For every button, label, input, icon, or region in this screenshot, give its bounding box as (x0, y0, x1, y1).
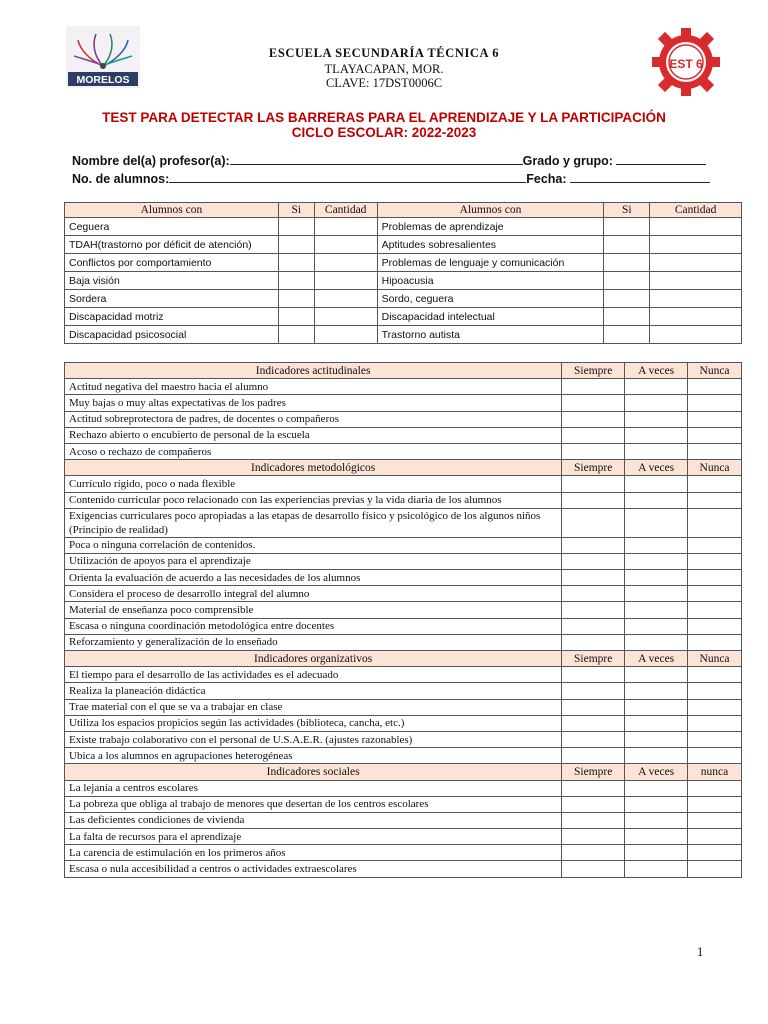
siempre-cell[interactable] (562, 861, 625, 877)
a-veces-cell[interactable] (625, 492, 688, 508)
alumnos-table-row (65, 326, 742, 344)
a-veces-cell[interactable] (625, 829, 688, 845)
alumnos-header-cell: Alumnos con (65, 203, 279, 218)
indicator-text: Contenido curricular poco relacionado con las experiencias previas y la vida diaria de los alumnos (65, 492, 562, 508)
alumnos-table-header (65, 203, 742, 218)
indicator-text: Acoso o rechazo de compañeros (65, 443, 562, 459)
indicator-column-label: A veces (625, 764, 688, 780)
indicadores-table (64, 362, 742, 878)
indicator-row (65, 812, 742, 828)
alumnos-header-cell: Si (278, 203, 314, 218)
cantidad-cell-right[interactable] (650, 254, 742, 272)
si-cell-left[interactable] (278, 236, 314, 254)
si-cell-left[interactable] (278, 326, 314, 344)
indicator-row (65, 780, 742, 796)
indicator-row (65, 427, 742, 443)
a-veces-cell[interactable] (625, 634, 688, 650)
siempre-cell[interactable] (562, 379, 625, 395)
indicator-row (65, 476, 742, 492)
a-veces-cell[interactable] (625, 699, 688, 715)
indicator-row (65, 602, 742, 618)
nunca-cell[interactable] (688, 379, 742, 395)
indicator-row (65, 796, 742, 812)
alumnos-header-cell: Cantidad (650, 203, 742, 218)
alumnos-condition-left: Sordera (65, 290, 279, 308)
indicator-column-label: Nunca (688, 651, 742, 667)
a-veces-cell[interactable] (625, 476, 688, 492)
siempre-cell[interactable] (562, 618, 625, 634)
nunca-cell[interactable] (688, 553, 742, 569)
nunca-cell[interactable] (688, 829, 742, 845)
indicator-text: La pobreza que obliga al trabajo de menores que desertan de los centros escolares (65, 796, 562, 812)
siempre-cell[interactable] (562, 780, 625, 796)
nunca-cell[interactable] (688, 796, 742, 812)
fecha-label: Fecha: (526, 172, 567, 186)
school-location: TLAYACAPAN, MOR. (324, 62, 444, 76)
siempre-cell[interactable] (562, 683, 625, 699)
alumnos-table-row (65, 308, 742, 326)
nunca-cell[interactable] (688, 667, 742, 683)
indicator-text: La lejanía a centros escolares (65, 780, 562, 796)
alumnos-condition-left: Discapacidad motriz (65, 308, 279, 326)
cantidad-cell-right[interactable] (650, 290, 742, 308)
nunca-cell[interactable] (688, 570, 742, 586)
cantidad-cell-left[interactable] (314, 308, 377, 326)
indicator-row (65, 411, 742, 427)
indicator-column-label: A veces (625, 651, 688, 667)
nunca-cell[interactable] (688, 780, 742, 796)
indicator-column-label: Siempre (562, 363, 625, 379)
cantidad-cell-right[interactable] (650, 326, 742, 344)
alumnos-table (64, 202, 742, 344)
indicator-column-label: Siempre (562, 651, 625, 667)
alumnos-condition-left: TDAH(trastorno por déficit de atención) (65, 236, 279, 254)
indicator-row (65, 667, 742, 683)
siempre-cell[interactable] (562, 699, 625, 715)
si-cell-left[interactable] (278, 290, 314, 308)
alumnos-condition-right: Discapacidad intelectual (377, 308, 604, 326)
indicator-text: Utilización de apoyos para el aprendizaje (65, 553, 562, 569)
nunca-cell[interactable] (688, 699, 742, 715)
indicator-row (65, 715, 742, 731)
a-veces-cell[interactable] (625, 411, 688, 427)
siempre-cell[interactable] (562, 476, 625, 492)
siempre-cell[interactable] (562, 634, 625, 650)
nunca-cell[interactable] (688, 586, 742, 602)
nunca-cell[interactable] (688, 634, 742, 650)
indicator-row (65, 731, 742, 747)
indicator-section-title: Indicadores metodológicos (65, 460, 562, 476)
indicator-row (65, 443, 742, 459)
nunca-cell[interactable] (688, 427, 742, 443)
cantidad-cell-left[interactable] (314, 290, 377, 308)
grado-field[interactable] (616, 153, 706, 165)
indicator-column-label: Nunca (688, 460, 742, 476)
a-veces-cell[interactable] (625, 780, 688, 796)
si-cell-right[interactable] (604, 218, 650, 236)
nunca-cell[interactable] (688, 812, 742, 828)
siempre-cell[interactable] (562, 537, 625, 553)
alumnos-header-cell: Alumnos con (377, 203, 604, 218)
indicator-column-label: nunca (688, 764, 742, 780)
indicator-section-title: Indicadores actitudinales (65, 363, 562, 379)
siempre-cell[interactable] (562, 731, 625, 747)
indicator-text: La carencia de estimulación en los primeros años (65, 845, 562, 861)
school-name: ESCUELA SECUNDARÍA TÉCNICA 6 (268, 46, 500, 60)
siempre-cell[interactable] (562, 553, 625, 569)
a-veces-cell[interactable] (625, 812, 688, 828)
indicator-text: Escasa o nula accesibilidad a centros o actividades extraescolares (65, 861, 562, 877)
profesor-label: Nombre del(a) profesor(a): (72, 154, 230, 168)
nunca-cell[interactable] (688, 683, 742, 699)
siempre-cell[interactable] (562, 829, 625, 845)
alumnos-header-cell: Cantidad (314, 203, 377, 218)
nunca-cell[interactable] (688, 476, 742, 492)
indicator-text: Orienta la evaluación de acuerdo a las necesidades de los alumnos (65, 570, 562, 586)
indicator-section-header (65, 460, 742, 476)
school-clave: CLAVE: 17DST0006C (325, 76, 443, 90)
nunca-cell[interactable] (688, 508, 742, 537)
indicator-text: Reforzamiento y generalización de lo enseñado (65, 634, 562, 650)
alumnos-condition-left: Baja visión (65, 272, 279, 290)
alumnos-table-row (65, 290, 742, 308)
indicator-row (65, 829, 742, 845)
indicator-row (65, 553, 742, 569)
indicator-text: Ubica a los alumnos en agrupaciones heterogéneas (65, 748, 562, 764)
alumnos-table-row (65, 218, 742, 236)
indicator-section-header (65, 363, 742, 379)
indicator-text: Realiza la planeación didáctica (65, 683, 562, 699)
a-veces-cell[interactable] (625, 443, 688, 459)
a-veces-cell[interactable] (625, 379, 688, 395)
indicator-text: Considera el proceso de desarrollo integral del alumno (65, 586, 562, 602)
indicator-row (65, 861, 742, 877)
siempre-cell[interactable] (562, 812, 625, 828)
document-subtitle: CICLO ESCOLAR: 2022-2023 (291, 125, 477, 140)
alumnos-row (72, 171, 710, 186)
nunca-cell[interactable] (688, 443, 742, 459)
siempre-cell[interactable] (562, 667, 625, 683)
a-veces-cell[interactable] (625, 537, 688, 553)
siempre-cell[interactable] (562, 845, 625, 861)
siempre-cell[interactable] (562, 508, 625, 537)
a-veces-cell[interactable] (625, 683, 688, 699)
si-cell-right[interactable] (604, 254, 650, 272)
a-veces-cell[interactable] (625, 618, 688, 634)
indicator-row (65, 748, 742, 764)
indicator-section-header (65, 651, 742, 667)
siempre-cell[interactable] (562, 570, 625, 586)
indicator-text: Utiliza los espacios propicios según las actividades (biblioteca, cancha, etc.) (65, 715, 562, 731)
morelos-logo-text: MORELOS (76, 74, 130, 86)
alumnos-condition-right: Problemas de lenguaje y comunicación (377, 254, 604, 272)
indicator-text: Actitud negativa del maestro hacia el alumno (65, 379, 562, 395)
indicator-row (65, 508, 742, 537)
si-cell-left[interactable] (278, 254, 314, 272)
a-veces-cell[interactable] (625, 731, 688, 747)
cantidad-cell-right[interactable] (650, 236, 742, 254)
si-cell-left[interactable] (278, 218, 314, 236)
nunca-cell[interactable] (688, 845, 742, 861)
a-veces-cell[interactable] (625, 395, 688, 411)
indicator-text: El tiempo para el desarrollo de las actividades es el adecuado (65, 667, 562, 683)
indicator-column-label: A veces (625, 363, 688, 379)
siempre-cell[interactable] (562, 443, 625, 459)
alumnos-condition-left: Ceguera (65, 218, 279, 236)
indicator-section-title: Indicadores sociales (65, 764, 562, 780)
indicator-row (65, 492, 742, 508)
cantidad-cell-left[interactable] (314, 236, 377, 254)
nunca-cell[interactable] (688, 618, 742, 634)
indicator-text: Material de enseñanza poco comprensible (65, 602, 562, 618)
nunca-cell[interactable] (688, 492, 742, 508)
indicator-column-label: A veces (625, 460, 688, 476)
page-number: 1 (697, 945, 704, 959)
a-veces-cell[interactable] (625, 715, 688, 731)
indicator-column-label: Siempre (562, 460, 625, 476)
alumnos-condition-right: Problemas de aprendizaje (377, 218, 604, 236)
cantidad-cell-left[interactable] (314, 272, 377, 290)
indicator-text: Exigencias curriculares poco apropiadas a las etapas de desarrollo físico y psicológico de los algunos niños (Principio de realidad) (65, 508, 562, 537)
indicator-section-title: Indicadores organizativos (65, 651, 562, 667)
a-veces-cell[interactable] (625, 748, 688, 764)
cantidad-cell-right[interactable] (650, 272, 742, 290)
document-title: TEST PARA DETECTAR LAS BARRERAS PARA EL APRENDIZAJE Y LA PARTICIPACIÓN (102, 110, 666, 125)
indicator-row (65, 634, 742, 650)
a-veces-cell[interactable] (625, 845, 688, 861)
nunca-cell[interactable] (688, 537, 742, 553)
cantidad-cell-left[interactable] (314, 254, 377, 272)
a-veces-cell[interactable] (625, 602, 688, 618)
siempre-cell[interactable] (562, 796, 625, 812)
alumnos-label: No. de alumnos: (72, 172, 170, 186)
siempre-cell[interactable] (562, 586, 625, 602)
siempre-cell[interactable] (562, 715, 625, 731)
alumnos-header-cell: Si (604, 203, 650, 218)
alumnos-condition-right: Sordo, ceguera (377, 290, 604, 308)
a-veces-cell[interactable] (625, 796, 688, 812)
siempre-cell[interactable] (562, 492, 625, 508)
alumnos-condition-left: Conflictos por comportamiento (65, 254, 279, 272)
si-cell-right[interactable] (604, 326, 650, 344)
a-veces-cell[interactable] (625, 553, 688, 569)
alumnos-table-row (65, 236, 742, 254)
indicator-text: Existe trabajo colaborativo con el personal de U.S.A.E.R. (ajustes razonables) (65, 731, 562, 747)
si-cell-left[interactable] (278, 308, 314, 326)
si-cell-right[interactable] (604, 272, 650, 290)
indicator-text: Escasa o ninguna coordinación metodológica entre docentes (65, 618, 562, 634)
siempre-cell[interactable] (562, 411, 625, 427)
cantidad-cell-right[interactable] (650, 308, 742, 326)
profesor-field[interactable] (230, 153, 523, 165)
a-veces-cell[interactable] (625, 570, 688, 586)
alumnos-condition-right: Trastorno autista (377, 326, 604, 344)
nunca-cell[interactable] (688, 395, 742, 411)
nunca-cell[interactable] (688, 715, 742, 731)
siempre-cell[interactable] (562, 602, 625, 618)
indicator-text: Rechazo abierto o encubierto de personal de la escuela (65, 427, 562, 443)
siempre-cell[interactable] (562, 427, 625, 443)
grado-label: Grado y grupo: (522, 154, 613, 168)
nunca-cell[interactable] (688, 731, 742, 747)
nunca-cell[interactable] (688, 602, 742, 618)
indicator-row (65, 395, 742, 411)
indicator-column-label: Nunca (688, 363, 742, 379)
indicator-text: Currículo rígido, poco o nada flexible (65, 476, 562, 492)
a-veces-cell[interactable] (625, 667, 688, 683)
siempre-cell[interactable] (562, 748, 625, 764)
alumnos-table-row (65, 254, 742, 272)
cantidad-cell-left[interactable] (314, 218, 377, 236)
a-veces-cell[interactable] (625, 427, 688, 443)
indicator-row (65, 570, 742, 586)
nunca-cell[interactable] (688, 861, 742, 877)
indicator-row (65, 683, 742, 699)
profesor-row (72, 153, 706, 168)
indicator-row (65, 699, 742, 715)
indicator-row (65, 379, 742, 395)
cantidad-cell-left[interactable] (314, 326, 377, 344)
fecha-field[interactable] (570, 171, 710, 183)
indicator-row (65, 586, 742, 602)
alumnos-field[interactable] (169, 171, 526, 183)
indicator-row (65, 618, 742, 634)
cantidad-cell-right[interactable] (650, 218, 742, 236)
indicator-row (65, 537, 742, 553)
alumnos-table-row (65, 272, 742, 290)
si-cell-right[interactable] (604, 236, 650, 254)
siempre-cell[interactable] (562, 395, 625, 411)
indicator-column-label: Siempre (562, 764, 625, 780)
nunca-cell[interactable] (688, 411, 742, 427)
a-veces-cell[interactable] (625, 586, 688, 602)
est6-logo-text: EST 6 (669, 57, 703, 71)
alumnos-condition-right: Aptitudes sobresalientes (377, 236, 604, 254)
alumnos-condition-right: Hipoacusia (377, 272, 604, 290)
a-veces-cell[interactable] (625, 861, 688, 877)
alumnos-condition-left: Discapacidad psicosocial (65, 326, 279, 344)
indicator-section-header (65, 764, 742, 780)
si-cell-right[interactable] (604, 308, 650, 326)
si-cell-right[interactable] (604, 290, 650, 308)
indicator-text: Poca o ninguna correlación de contenidos. (65, 537, 562, 553)
indicator-text: Muy bajas o muy altas expectativas de los padres (65, 395, 562, 411)
indicator-text: La falta de recursos para el aprendizaje (65, 829, 562, 845)
a-veces-cell[interactable] (625, 508, 688, 537)
si-cell-left[interactable] (278, 272, 314, 290)
indicator-text: Trae material con el que se va a trabajar en clase (65, 699, 562, 715)
nunca-cell[interactable] (688, 748, 742, 764)
indicator-text: Las deficientes condiciones de vivienda (65, 812, 562, 828)
indicator-row (65, 845, 742, 861)
indicator-text: Actitud sobreprotectora de padres, de docentes o compañeros (65, 411, 562, 427)
